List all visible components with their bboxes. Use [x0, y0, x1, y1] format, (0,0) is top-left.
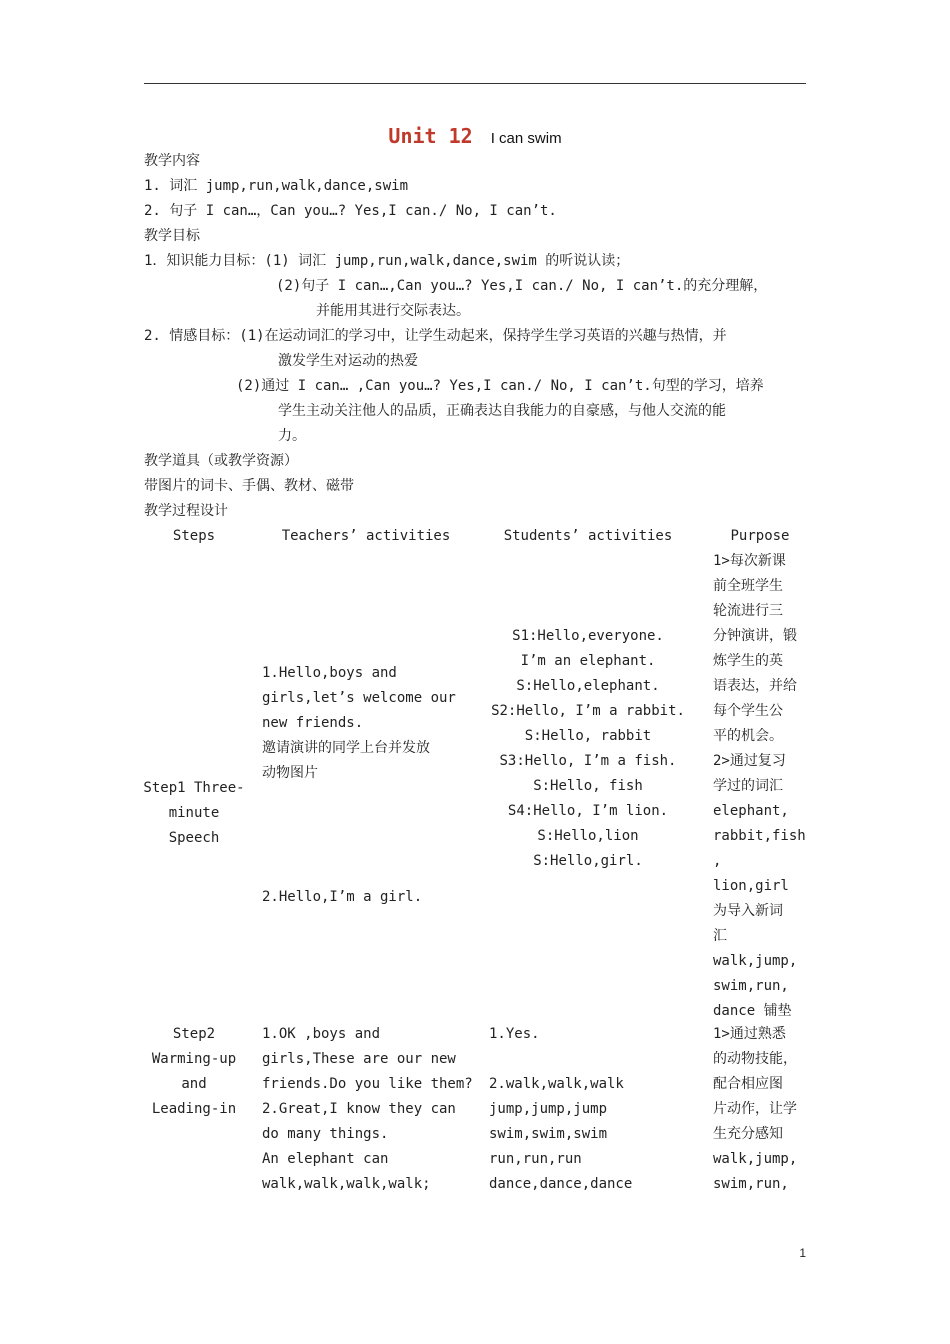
objective-line: (2)通过 I can… ,Can you…? Yes,I can./ No, I can’t.句型的学习，培养: [236, 378, 764, 394]
section-heading-content: 教学内容: [144, 153, 200, 169]
objective-line: 1．知识能力目标：(1) 词汇 jump,run,walk,dance,swim 的听说认读；: [144, 253, 630, 269]
step-2-student-activity-1: 1.Yes.: [489, 1026, 540, 1042]
step-2-purpose: 1>通过熟悉 的动物技能， 配合相应图 片动作，让学 生充分感知 walk,jump, swim,run,: [713, 1026, 798, 1192]
objective-line: 2. 情感目标：(1)在运动词汇的学习中，让学生动起来，保持学生学习英语的兴趣与热情，并: [144, 328, 727, 344]
objective-line: 并能用其进行交际表达。: [316, 303, 470, 319]
table-header-steps: Steps: [172, 528, 216, 544]
content-item: 2. 句子 I can…，Can you…? Yes,I can./ No, I can’t.: [144, 203, 557, 219]
objective-line: 力。: [278, 428, 306, 444]
step-1-student-activities: S1:Hello,everyone. I’m an elephant. S:Hello,elephant. S2:Hello, I’m a rabbit. S:Hello, rabbit S3:Hello, I’m a fish. S:Hello, fish S4:Hello, I’m lion. S:Hello,lion S:Hello,girl.: [491, 628, 685, 869]
section-heading-resources: 教学道具（或教学资源）: [144, 453, 298, 469]
step-2-student-activity-2: 2.walk,walk,walk jump,jump,jump swim,swim,swim run,run,run dance,dance,dance: [489, 1076, 633, 1192]
objective-line: 学生主动关注他人的品质，正确表达自我能力的自豪感，与他人交流的能: [278, 403, 726, 419]
content-item: 1. 词汇 jump,run,walk,dance,swim: [144, 178, 409, 194]
unit-subtitle: I can swim: [490, 130, 562, 147]
header-rule: [144, 83, 806, 84]
section-heading-objectives: 教学目标: [144, 228, 200, 244]
page-title: [0, 124, 950, 148]
section-heading-process: 教学过程设计: [144, 503, 228, 519]
step-1-teacher-activity-1: 1.Hello,boys and girls,let’s welcome our new friends. 邀请演讲的同学上台并发放 动物图片: [262, 665, 456, 781]
objective-line: (2)句子 I can…,Can you…? Yes,I can./ No, I can’t.的充分理解，: [276, 278, 768, 294]
step-1-purpose: 1>每次新课 前全班学生 轮流进行三 分钟演讲，锻 炼学生的英 语表达，并给 每个学生公 平的机会。 2>通过复习 学过的词汇 elephant, rabbit,fish , lion,girl 为导入新词 汇 walk,jump, swim,run, dance 铺垫: [713, 553, 806, 1019]
unit-title: Unit 12: [388, 124, 473, 148]
table-header-purpose: Purpose: [730, 528, 790, 544]
step-1-cell: Step1 Three- minute Speech: [143, 780, 245, 846]
objective-line: 激发学生对运动的热爱: [278, 353, 418, 369]
step-2-teacher-activities: 1.OK ,boys and girls,These are our new friends.Do you like them? 2.Great,I know they can do many things. An elephant can walk,walk,walk,walk;: [262, 1026, 473, 1192]
page-number: 1: [799, 1246, 806, 1260]
resources-text: 带图片的词卡、手偶、教材、磁带: [144, 478, 354, 494]
step-2-cell: Step2 Warming-up and Leading-in: [151, 1026, 237, 1117]
table-header-students: Students’ activities: [503, 528, 673, 544]
table-header-teachers: Teachers’ activities: [281, 528, 451, 544]
step-1-teacher-activity-2: 2.Hello,I’m a girl.: [262, 889, 423, 905]
